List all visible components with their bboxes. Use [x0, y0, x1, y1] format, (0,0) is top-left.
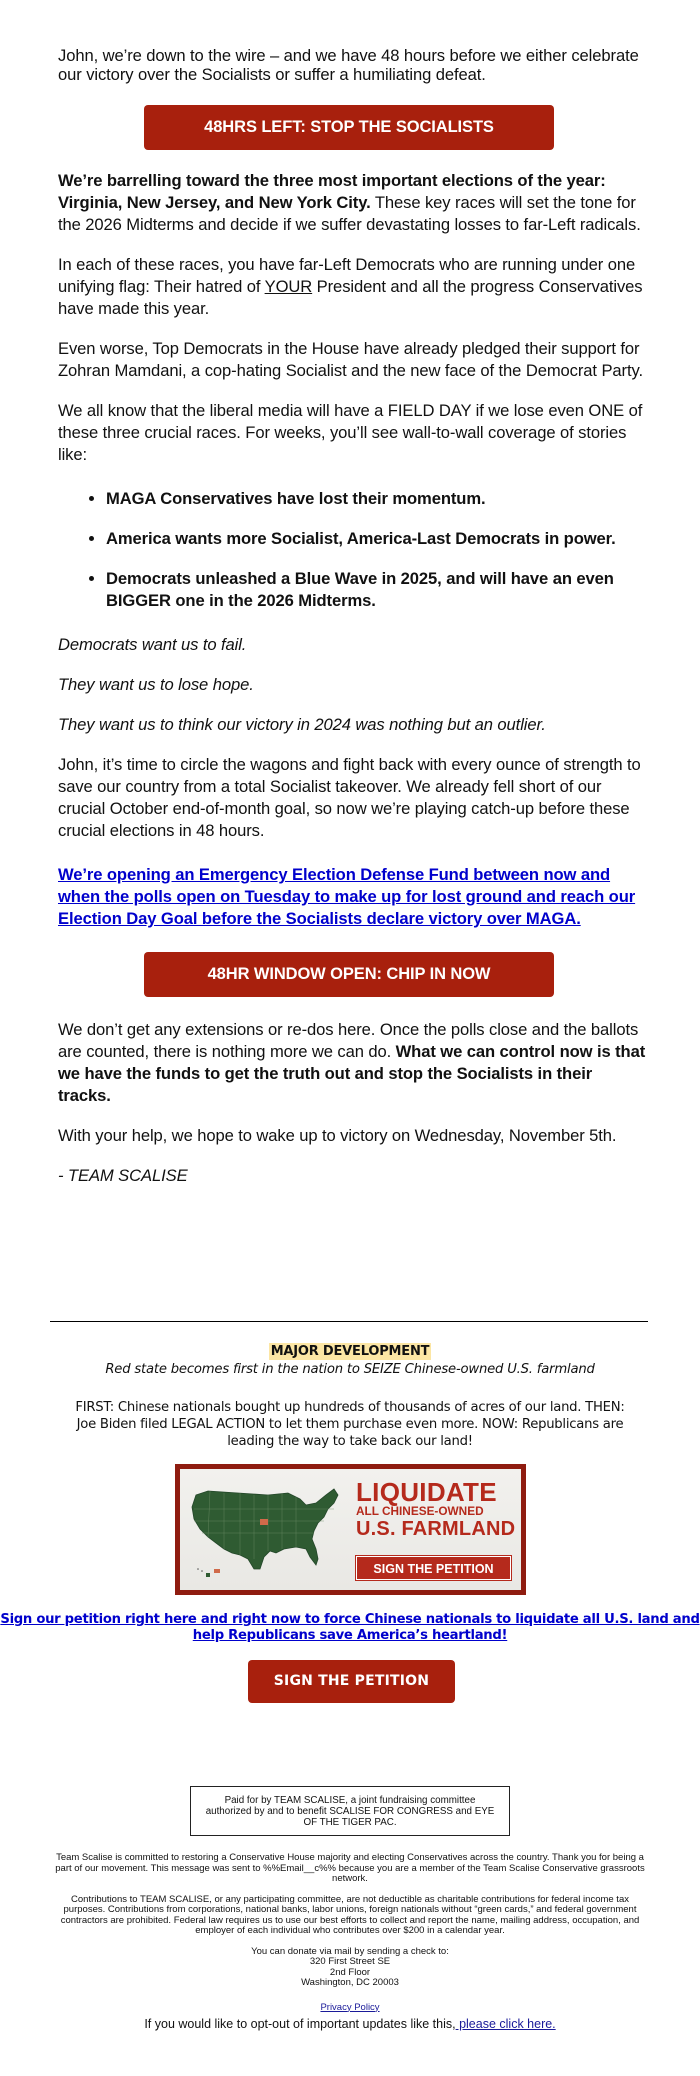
elections-rest-text: These key races will set the tone for the 2026 Midterms and decide if we suffer devastating losses to far-Left radicals. — [58, 193, 641, 234]
cta-secondary-wrap — [58, 952, 648, 997]
banner-line-2: ALL CHINESE-OWNED — [356, 1504, 484, 1518]
banner-line-3: U.S. FARMLAND — [356, 1517, 516, 1540]
optout-line — [0, 2016, 700, 2032]
banner-inner — [180, 1469, 521, 1590]
democrats-paragraph: Even worse, Top Democrats in the House have already pledged their support for Zohran Mamdani, a cop-hating Socialist and the new face of the Democrat Party. — [58, 339, 643, 380]
your-underlined: YOUR — [264, 277, 313, 296]
control-text-bold: What we can control now is that we have the funds to get the truth out and stop the Socialists in their tracks. — [58, 1042, 646, 1105]
italic-line: They want us to think our victory in 2024 was nothing but an outlier. — [58, 715, 546, 734]
banner-title — [356, 1479, 516, 1539]
farmland-petition-banner[interactable] — [175, 1464, 526, 1595]
italic-line: Democrats want us to fail. — [58, 635, 247, 654]
promo-body: FIRST: Chinese nationals bought up hundreds of thousands of acres of our land. THEN: Joe Biden filed LEGAL ACTION to let them purchase even more. NOW: Republicans are leading the way to take back our land! — [75, 1400, 625, 1449]
privacy-wrap — [50, 2003, 650, 2014]
optout-text: If you would like to opt-out of important updates like this, — [144, 2017, 456, 2031]
list-item: • Democrats unleashed a Blue Wave in 2025, and will have an even BIGGER one in the 2026 Midterms. — [106, 568, 648, 612]
mail-intro: You can donate via mail by sending a check to: — [251, 1945, 449, 1957]
wagons-paragraph: John, it’s time to circle the wagons and fight back with every ounce of strength to save our country from a total Socialist takeover. We already fell short of our crucial October end-of-month goal, so now we’re playing catch-up before these crucial elections in 48 hours. — [58, 755, 641, 840]
promo-kicker: MAJOR DEVELOPMENT — [270, 1344, 430, 1359]
section-divider — [50, 1321, 648, 1322]
sign-petition-button[interactable]: SIGN THE PETITION — [248, 1660, 455, 1703]
elections-paragraph — [58, 170, 648, 236]
races-text-after: President and all the progress Conservatives have made this year. — [58, 277, 643, 318]
emergency-fund-link[interactable]: We’re opening an Emergency Election Defense Fund between now and when the polls open on Tuesday to make up for lost ground and reach our Election Day Goal before the Socialists declare victory over MAGA. — [58, 865, 636, 928]
fund-paragraph — [58, 864, 648, 930]
email-body — [58, 46, 648, 1205]
us-map-icon — [188, 1483, 348, 1583]
control-paragraph — [58, 1019, 648, 1107]
chip-in-button[interactable]: 48HR WINDOW OPEN: CHIP IN NOW — [144, 952, 554, 997]
mail-address-block — [50, 1947, 650, 1989]
signoff: - TEAM SCALISE — [58, 1166, 188, 1185]
contributions-text: Contributions to TEAM SCALISE, or any participating committee, are not deductible as charitable contributions for federal income tax purposes. Contributions from corporations, national banks, labor unions, foreign nationals without “green cards,” and federal government contractors are prohibited. Federal law requires us to use our best efforts to collect and report the name, mailing address, occupation, and employer of each individual who contributes over $200 in a calendar year. — [60, 1893, 640, 1936]
banner-sign-petition-button[interactable]: SIGN THE PETITION — [356, 1556, 511, 1580]
stop-socialists-button[interactable]: 48HRS LEFT: STOP THE SOCIALISTS — [144, 105, 554, 150]
list-item: • MAGA Conservatives have lost their momentum. — [106, 488, 648, 510]
races-paragraph — [58, 254, 648, 320]
petition-link[interactable]: Sign our petition right here and right now to force Chinese nationals to liquidate all U.S. land and help Republicans save America’s heartland! — [0, 1612, 700, 1643]
elections-bold-text: We’re barrelling toward the three most important elections of the year: Virginia, New Jersey, and New York City. — [58, 171, 606, 212]
footer — [50, 1853, 650, 2013]
mission-text: Team Scalise is committed to restoring a Conservative House majority and electing Conservatives across the country. Thank you for being a part of our movement. This message was sent to %%Email__c%% because you are a member of the Team Scalise Conservative grassroots network. — [55, 1852, 645, 1884]
privacy-policy-link[interactable]: Privacy Policy — [320, 2001, 380, 2013]
address-line: 2nd Floor — [329, 1966, 371, 1978]
italic-line: They want us to lose hope. — [58, 675, 254, 694]
promo-section — [0, 1340, 700, 1450]
list-item: • America wants more Socialist, America-Last Democrats in power. — [106, 528, 648, 550]
stories-list — [58, 488, 648, 612]
petition-link-wrap — [0, 1612, 700, 1644]
races-text-before: In each of these races, you have far-Left Democrats who are running under one unifying flag: Their hatred of — [58, 255, 636, 296]
address-line: 320 First Street SE — [309, 1956, 391, 1967]
optout-link[interactable]: please click here. — [455, 2017, 556, 2031]
paid-for-disclaimer: Paid for by TEAM SCALISE, a joint fundraising committee authorized by and to benefit SCALISE FOR CONGRESS and EYE OF THE TIGER PAC. — [190, 1786, 510, 1836]
victory-paragraph: With your help, we hope to wake up to victory on Wednesday, November 5th. — [58, 1126, 617, 1145]
cta-primary-wrap — [58, 105, 648, 150]
media-paragraph: We all know that the liberal media will have a FIELD DAY if we lose even ONE of these three crucial races. For weeks, you’ll see wall-to-wall coverage of stories like: — [58, 401, 643, 464]
promo-subtitle: Red state becomes first in the nation to SEIZE Chinese-owned U.S. farmland — [105, 1362, 595, 1377]
control-text-plain: We don’t get any extensions or re-dos here. Once the polls close and the ballots are counted, there is nothing more we can do. — [58, 1020, 639, 1061]
intro-paragraph: John, we’re down to the wire – and we have 48 hours before we either celebrate our victory over the Socialists or suffer a humiliating defeat. — [58, 46, 639, 84]
banner-line-1: LIQUIDATE — [356, 1477, 497, 1507]
address-line: Washington, DC 20003 — [301, 1977, 399, 1988]
